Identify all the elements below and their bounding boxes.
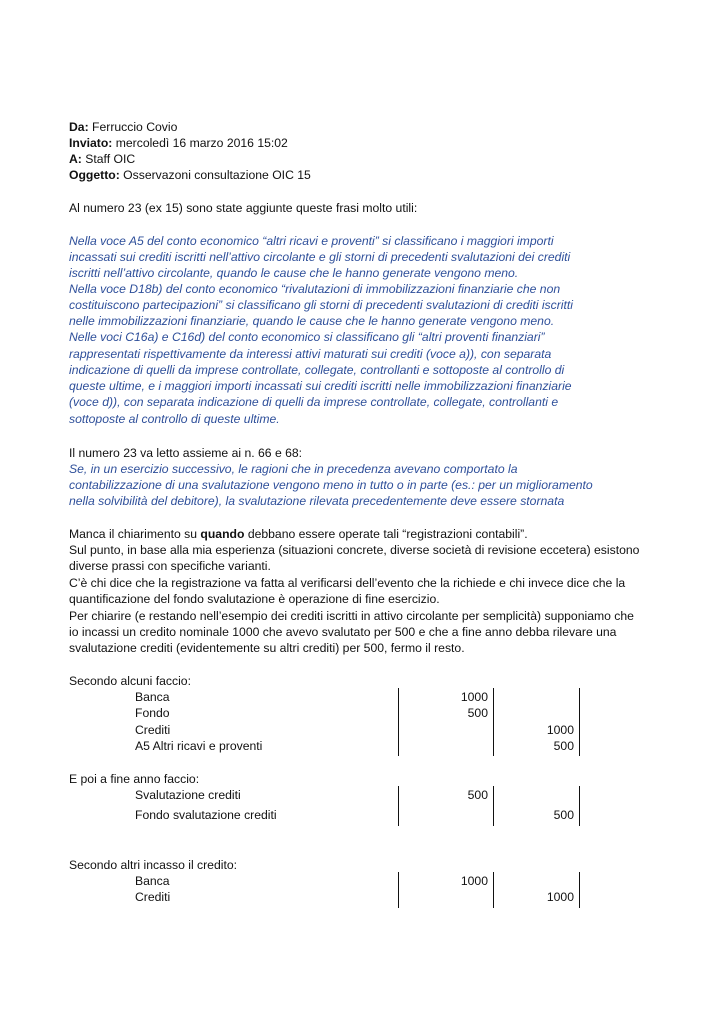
journal-credit: 500	[553, 739, 574, 753]
from-label: Da:	[69, 120, 89, 134]
journal-divider	[398, 688, 399, 756]
body-line: svalutazione crediti (evidentemente su altri crediti) per 500, fermo il resto.	[69, 641, 465, 655]
quote1-line: Nella voce A5 del conto economico “altri ricavi e proventi” si classificano i maggiori importi	[69, 234, 554, 248]
quote1-line: Nella voce D18b) del conto economico “rivalutazioni di immobilizzazioni finanziarie che non	[69, 282, 561, 296]
journal-divider	[398, 786, 399, 826]
sent-label: Inviato:	[69, 136, 113, 150]
body-line: io incassi un credito nominale 1000 che avevo svalutato per 500 e che a fine anno debba rilevare una	[69, 625, 617, 639]
body-text: Manca il chiarimento su	[69, 527, 201, 541]
body-line: quantificazione del fondo svalutazione è operazione di fine esercizio.	[69, 592, 440, 606]
journal-divider	[493, 688, 494, 756]
journal-divider	[579, 688, 580, 756]
journal1-heading: Secondo alcuni faccio:	[69, 674, 191, 688]
quote1-line: costituiscono partecipazioni” si classificano gli storni di precedenti svalutazioni di crediti iscritti	[69, 298, 573, 312]
journal-debit: 500	[467, 788, 488, 802]
header-sent	[69, 135, 288, 151]
journal-credit: 1000	[546, 890, 574, 904]
journal-account: A5 Altri ricavi e proventi	[135, 739, 263, 753]
quote2-line: Se, in un esercizio successivo, le ragioni che in precedenza avevano comportato la	[69, 462, 518, 476]
quote1-line: (voce d)), con separata indicazione di quelli da imprese controllate, collegate, controllanti e	[69, 395, 559, 409]
quote1-line: sottoposte al controllo di queste ultime.	[69, 412, 280, 426]
journal-account: Crediti	[135, 723, 171, 737]
reference-line: Il numero 23 va letto assieme ai n. 66 e 68:	[69, 446, 303, 460]
journal-debit: 500	[467, 706, 488, 720]
body-emphasis: quando	[200, 527, 245, 541]
body-paragraph	[69, 526, 528, 542]
journal-credit: 1000	[546, 723, 574, 737]
journal2-heading: E poi a fine anno faccio:	[69, 772, 200, 786]
header-from	[69, 119, 177, 135]
journal-account: Banca	[135, 690, 170, 704]
body-line: Sul punto, in base alla mia esperienza (situazioni concrete, diverse società di revisione eccetera) esistono	[69, 543, 640, 557]
body-line: C’è chi dice che la registrazione va fatta al verificarsi dell’evento che la richiede e chi invece dice che la	[69, 576, 626, 590]
journal-divider	[579, 786, 580, 826]
from-value: Ferruccio Covio	[92, 120, 178, 134]
journal-account: Crediti	[135, 890, 171, 904]
header-subject	[69, 167, 311, 183]
sent-value: mercoledì 16 marzo 2016 15:02	[115, 136, 288, 150]
quote1-line: indicazione di quelli da imprese controllate, collegate, controllanti e sottoposte al controllo di	[69, 363, 565, 377]
journal-debit: 1000	[460, 690, 488, 704]
quote1-line: rappresentati rispettivamente da interessi attivi maturati sui crediti (voce a)), con separata	[69, 347, 552, 361]
to-value: Staff OIC	[85, 152, 136, 166]
header-to	[69, 151, 135, 167]
subject-label: Oggetto:	[69, 168, 120, 182]
journal-account: Banca	[135, 874, 170, 888]
quote1-line: queste ultime, e i maggiori importi incassati sui crediti iscritti nelle immobilizzazioni finanziarie	[69, 379, 572, 393]
quote2-line: contabilizzazione di una svalutazione vengono meno in tutto o in parte (es.: per un miglioramento	[69, 478, 593, 492]
subject-value: Osservazoni consultazione OIC 15	[123, 168, 311, 182]
journal3-heading: Secondo altri incasso il credito:	[69, 858, 238, 872]
body-line: Per chiarire (e restando nell’esempio dei crediti iscritti in attivo circolante per semplicità) supponiamo che	[69, 609, 634, 623]
quote1-line: incassati sui crediti iscritti nell’attivo circolante e gli storni di precedenti svalutazioni dei crediti	[69, 250, 571, 264]
journal-divider	[493, 786, 494, 826]
journal-divider	[398, 872, 399, 908]
quote1-line: nelle immobilizzazioni finanziarie, quando le cause che le hanno generate vengono meno.	[69, 314, 555, 328]
quote2-line: nella solvibilità del debitore), la svalutazione rilevata precedentemente deve essere stornata	[69, 494, 565, 508]
journal-credit: 500	[553, 808, 574, 822]
journal-debit: 1000	[460, 874, 488, 888]
quote1-line: iscritti nell’attivo circolante, quando le cause che le hanno generate vengono meno.	[69, 266, 519, 280]
to-label: A:	[69, 152, 82, 166]
body-line: diverse prassi con specifiche varianti.	[69, 559, 271, 573]
journal-divider	[493, 872, 494, 908]
journal-divider	[579, 872, 580, 908]
journal-account: Svalutazione crediti	[135, 788, 241, 802]
journal-account: Fondo svalutazione crediti	[135, 808, 277, 822]
intro-text: Al numero 23 (ex 15) sono state aggiunte queste frasi molto utili:	[69, 201, 418, 215]
quote1-line: Nelle voci C16a) e C16d) del conto economico si classificano gli “altri proventi finanziari”	[69, 330, 545, 344]
journal-account: Fondo	[135, 706, 170, 720]
body-text: debbano essere operate tali “registrazioni contabili”.	[244, 527, 528, 541]
